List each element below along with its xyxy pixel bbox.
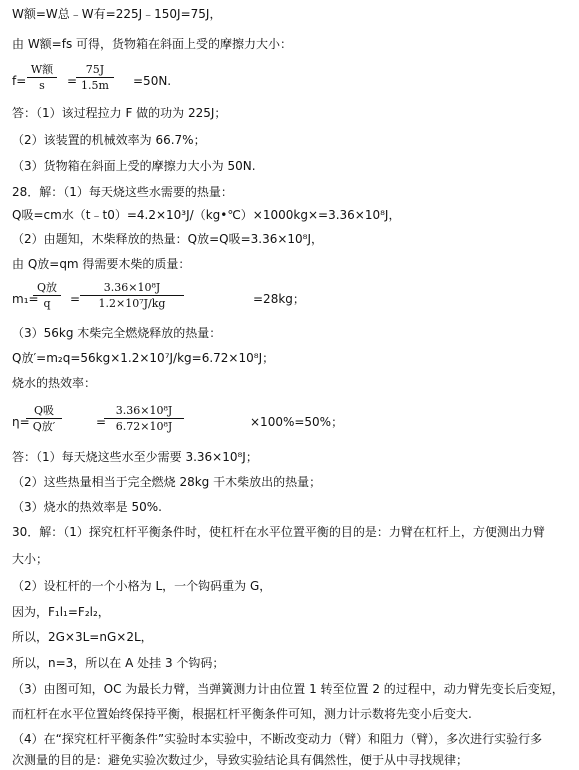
text-line: 次测量的目的是：避免实验次数过少，导致实验结论具有偶然性，便于从中寻找规律；: [12, 753, 469, 767]
text-line: （2）该装置的机械效率为 66.7%；: [12, 133, 206, 147]
fraction-bar: [80, 295, 184, 296]
text-line: 由 W额=fs 可得，货物箱在斜面上受的摩擦力大小：: [12, 37, 293, 51]
fraction-numerator: Q吸: [33, 404, 55, 417]
fraction: [76, 63, 114, 92]
formula-prefix: f=: [12, 74, 27, 88]
text-line: 答：（1）该过程拉力 F 做的功为 225J；: [12, 106, 227, 120]
equals-sign: =: [96, 415, 107, 429]
fraction-bar: [104, 418, 184, 419]
fraction-denominator: 1.2×10⁷J/kg: [98, 297, 166, 310]
formula-result: =50N.: [133, 74, 172, 88]
text-line: 大小；: [12, 552, 49, 566]
fraction-numerator: 3.36×10⁸J: [103, 281, 161, 294]
text-line: 答：（1）每天烧这些水至少需要 3.36×10⁸J；: [12, 450, 258, 464]
fraction-numerator: 75J: [85, 63, 105, 76]
formula-prefix: η=: [12, 415, 30, 429]
fraction-denominator: 1.5m: [81, 79, 109, 92]
text-line: （3）56kg 木柴完全燃烧释放的热量：: [12, 326, 222, 340]
fraction-denominator: 6.72×10⁸J: [115, 420, 173, 433]
fraction-numerator: Q放: [36, 281, 58, 294]
text-line: （2）这些热量相当于完全燃烧 28kg 干木柴放出的热量；: [12, 475, 322, 489]
formula-result: ×100%=50%；: [250, 415, 344, 429]
fraction-denominator: q: [43, 297, 51, 310]
formula-prefix: m₁=: [12, 292, 39, 306]
text-line: 由 Q放=qm 得需要木柴的质量：: [12, 257, 191, 271]
fraction: [104, 404, 184, 433]
fraction: [33, 281, 61, 310]
fraction-bar: [33, 295, 61, 296]
text-line: （2）设杠杆的一个小格为 L，一个钩码重为 G，: [12, 579, 272, 593]
text-line: Q吸=cm水（t﹣t0）=4.2×10³J/（kg•℃）×1000kg×=3.36×10⁸J，: [12, 208, 401, 222]
text-line: 所以，n=3，所以在 A 处挂 3 个钩码；: [12, 656, 225, 670]
fraction-numerator: W额: [30, 63, 54, 76]
text-line: Q放′=m₂q=56kg×1.2×10⁷J/kg=6.72×10⁸J；: [12, 351, 275, 365]
fraction-bar: [26, 418, 62, 419]
fraction: [26, 404, 62, 433]
text-line: （2）由题知，木柴释放的热量：Q放=Q吸=3.36×10⁸J，: [12, 232, 324, 246]
text-line: （3）货物箱在斜面上受的摩擦力大小为 50N.: [12, 159, 256, 173]
text-line: 因为，F₁l₁=F₂l₂，: [12, 605, 110, 619]
equals-sign: =: [70, 292, 81, 306]
fraction-denominator: Q放′: [32, 420, 56, 433]
fraction-bar: [27, 77, 57, 78]
text-line: 所以，2G×3L=nG×2L，: [12, 630, 153, 644]
fraction-numerator: 3.36×10⁸J: [115, 404, 173, 417]
fraction-bar: [76, 77, 114, 78]
text-line: （3）由图可知，OC 为最长力臂，当弹簧测力计由位置 1 转至位置 2 的过程中，动力臂先变长后变短，: [12, 682, 564, 696]
text-line: （3）烧水的热效率是 50%.: [12, 500, 162, 514]
formula-result: =28kg；: [253, 292, 305, 306]
fraction: [27, 63, 57, 92]
question-heading: 28．解：（1）每天烧这些水需要的热量：: [12, 185, 233, 199]
text-line: （4）在“探究杠杆平衡条件”实验时本实验中，不断改变动力（臂）和阻力（臂），多次进行实验行多: [12, 732, 543, 746]
fraction-denominator: s: [39, 79, 45, 92]
fraction: [80, 281, 184, 310]
text-line: 而杠杆在水平位置始终保持平衡，根据杠杆平衡条件可知，测力计示数将先变小后变大.: [12, 707, 472, 721]
question-heading: 30．解：（1）探究杠杆平衡条件时，使杠杆在水平位置平衡的目的是：力臂在杠杆上，方便测出力臂: [12, 525, 545, 539]
text-line: 烧水的热效率：: [12, 376, 97, 390]
text-line: W额=W总﹣W有=225J﹣150J=75J，: [12, 7, 222, 21]
equals-sign: =: [67, 74, 78, 88]
